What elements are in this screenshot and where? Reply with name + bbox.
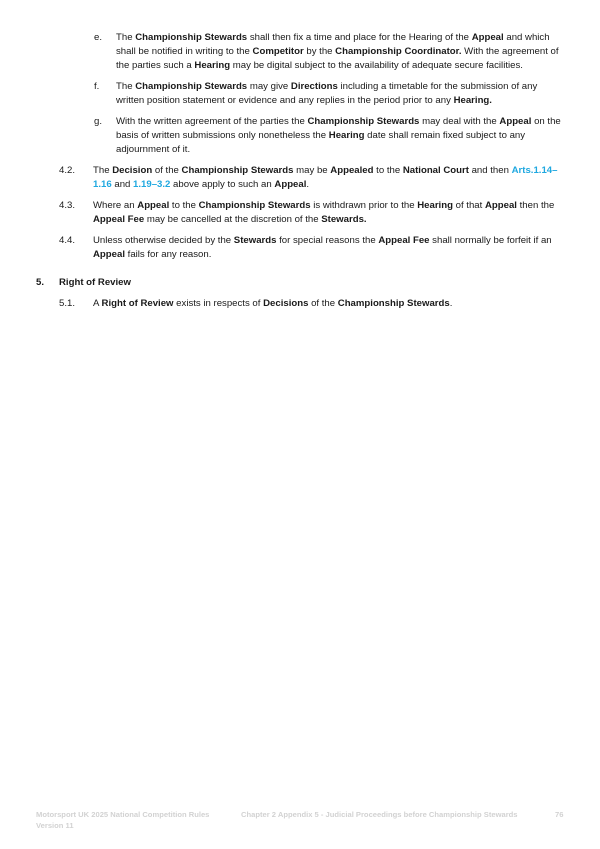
clause-number: 5.1. [59, 298, 76, 309]
article-link[interactable]: 1.19–3.2 [133, 179, 171, 190]
clause-label: e. [94, 32, 103, 43]
clause-label: g. [94, 116, 103, 127]
clause-number: 4.3. [59, 200, 76, 211]
section-number: 5. [36, 277, 45, 288]
clause-4-4: 4.4. Unless otherwise decided by the Stewards for special reasons the Appeal Fee shall normally be forfeit if an Appeal fails for any reason. [59, 235, 552, 260]
document-body [0, 31, 600, 318]
clause-5-1: 5.1. A Right of Review exists in respects of Decisions of the Championship Stewards. [59, 298, 453, 309]
clause-g: g. With the written agreement of the parties the Championship Stewards may deal with the Appeal on the basis of written submissions only nonetheless the Hearing date shall remain fixed subject to any adjournment of it. [94, 116, 561, 155]
clause-4-3: 4.3. Where an Appeal to the Championship Stewards is withdrawn prior to the Hearing of that Appeal then the Appeal Fee may be cancelled at the discretion of the Stewards. [59, 200, 555, 225]
clause-e: e. The Championship Stewards shall then fix a time and place for the Hearing of the Appeal and which shall be notified in writing to the Competitor by the Championship Coordinator. With the agreement of the parties such a Hearing may be digital subject to the availability of adequate secure facilities. [94, 32, 559, 71]
page-number: 76 [555, 810, 564, 819]
footer-document-title: Motorsport UK 2025 National Competition Rules Version 11 [36, 810, 210, 830]
clause-f: f. The Championship Stewards may give Directions including a timetable for the submission of any written position statement or evidence and any replies in the period prior to any Hearing. [94, 81, 538, 106]
clause-label: f. [94, 81, 100, 92]
footer-version: Version 11 [36, 821, 74, 830]
section-heading [0, 276, 600, 290]
clause-number: 4.4. [59, 235, 76, 246]
clause-number: 4.2. [59, 165, 76, 176]
clause-4-2: 4.2. The Decision of the Championship Stewards may be Appealed to the National Court and then Arts.1.14–1.16 and 1.19–3.2 above apply to such an Appeal. [59, 165, 558, 190]
section-title: Right of Review [59, 277, 131, 288]
article-link[interactable]: Arts.1.14–1.16 [93, 165, 558, 190]
footer-chapter: Chapter 2 Appendix 5 - Judicial Proceedings before Championship Stewards [241, 810, 518, 819]
